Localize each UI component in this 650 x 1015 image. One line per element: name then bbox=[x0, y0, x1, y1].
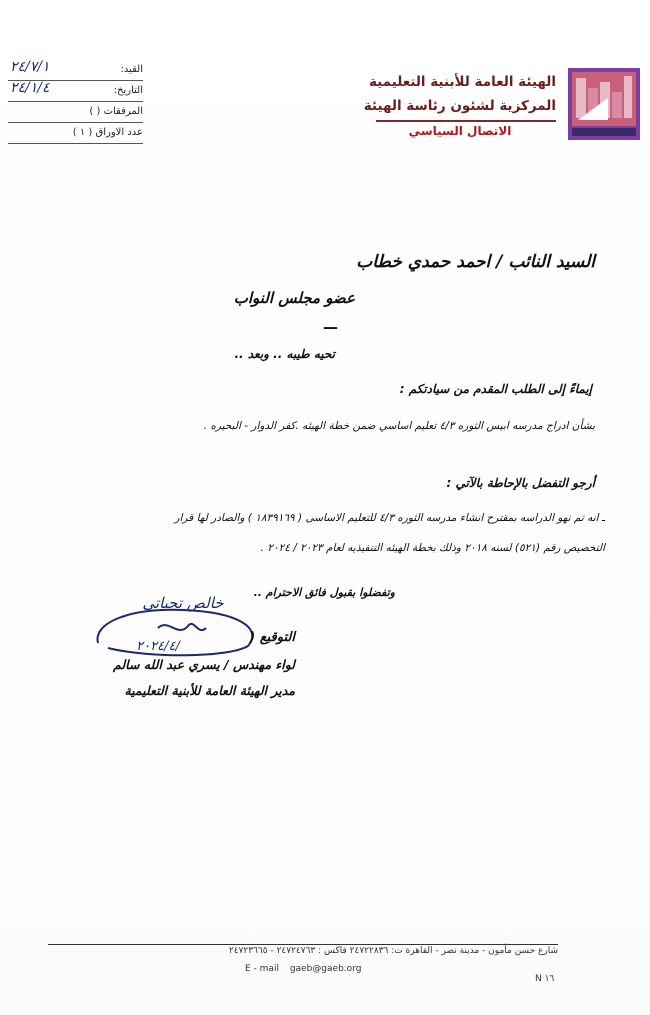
body-line-2: التخصيص رقم (٥٢١) لسنه ٢٠١٨ وذلك بخطة الهيئه التنفيذيه لعام ٢٠٢٣ / ٢٠٢٤ . bbox=[260, 542, 605, 554]
signer-name: لواء مهندس / يسري عبد الله سالم bbox=[113, 657, 295, 672]
subject-line: بشأن ادراج مدرسه ابيس الثوره ٤/٣ تعليم اساسي ضمن خطة الهيئه .كفر الدوار - البحيره . bbox=[203, 420, 595, 432]
gaeb-logo-icon bbox=[568, 68, 640, 140]
reference-id-value: ٢٤/٧/١ bbox=[10, 59, 50, 75]
handwritten-date: ٢٠٢٤/٤/ bbox=[136, 639, 180, 654]
reference-date-label: التاريخ: bbox=[113, 85, 143, 96]
org-department: الاتصال السياسي bbox=[408, 124, 512, 138]
reference-id-label: القيد: bbox=[120, 64, 143, 75]
footer-email bbox=[245, 964, 361, 974]
closing: وتفضلوا بقبول فائق الاحترام .. bbox=[253, 586, 395, 599]
org-name bbox=[356, 70, 556, 118]
org-name-line2: المركزية لشئون رئاسة الهيئة bbox=[363, 98, 556, 114]
handwritten-signature bbox=[88, 588, 278, 658]
reference-pages-label: عدد الاوراق ( ١ ) bbox=[72, 127, 143, 138]
footer-email-address[interactable]: gaeb@gaeb.org bbox=[289, 964, 362, 974]
separator-dash: — bbox=[323, 318, 338, 336]
reference-date-row bbox=[8, 81, 143, 102]
footer-email-label: E - mail bbox=[245, 964, 279, 974]
header-divider bbox=[376, 120, 556, 122]
addressee-title: عضو مجلس النواب bbox=[233, 289, 355, 307]
reference-attachments-row bbox=[8, 102, 143, 123]
addressee: السيد النائب / احمد حمدي خطاب bbox=[356, 252, 595, 272]
body-line-1: ـ انه تم نهو الدراسه بمقترح انشاء مدرسه الثوره ٤/٣ للتعليم الاساسى ( ١٨٣٩١٦٩ ) والصادر لها قرار bbox=[174, 512, 605, 524]
signature-label: التوقيع ( bbox=[249, 630, 295, 645]
org-name-line1: الهيئة العامة للأبنية التعليمية bbox=[368, 74, 556, 90]
signer-title: مدير الهيئة العامة للأبنية التعليمية bbox=[124, 683, 295, 698]
reference-attachments-label: المرفقات ( ) bbox=[89, 106, 143, 117]
reference-date-value: ٢٤/١/٤ bbox=[10, 80, 50, 96]
greeting: تحيه طيبه .. وبعد .. bbox=[234, 347, 335, 361]
footer-divider bbox=[48, 944, 558, 945]
request-heading: أرجو التفضل بالإحاطة بالآتي : bbox=[446, 476, 595, 490]
reference-intro: إيماءً إلى الطلب المقدم من سيادتكم : bbox=[399, 382, 592, 396]
footer-code: N ١٦ bbox=[535, 974, 555, 984]
handwritten-note: خالص تحياتي bbox=[142, 594, 224, 612]
reference-block bbox=[8, 60, 143, 144]
letterhead bbox=[355, 68, 640, 156]
footer-address: شارع حسن مأمون - مدينة نصر - القاهرة ت: ٢٤٧٢٢٨٣٦ فاكس : ٢٤٧٢٤٧٦٣ - ٢٤٧٢٣٦٦٥ bbox=[228, 946, 558, 956]
reference-pages-row bbox=[8, 123, 143, 144]
